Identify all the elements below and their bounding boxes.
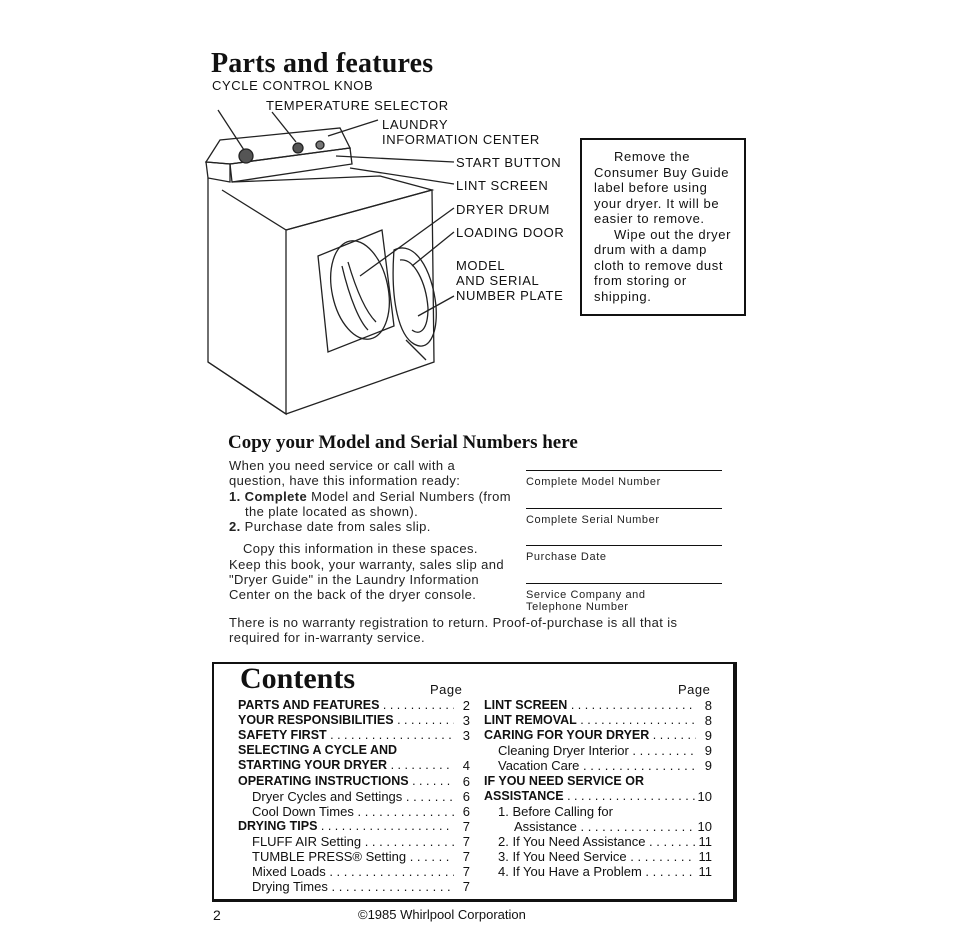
contents-entry-title: Assistance . . . (514, 819, 696, 834)
contents-entry-page: 2 (462, 698, 470, 713)
contents-entry-title: STARTING YOUR DRYER . . . (238, 758, 454, 773)
contents-entry-page: 7 (462, 864, 470, 880)
contents-entry[interactable] (484, 728, 712, 743)
contents-entry[interactable] (238, 713, 470, 728)
contents-entry[interactable] (252, 849, 470, 864)
contents-entry-page: 11 (698, 849, 712, 864)
label-lint-screen: LINT SCREEN (456, 178, 549, 193)
contents-entry[interactable] (238, 743, 470, 758)
contents-entry-title: FLUFF AIR Setting . . . (252, 834, 454, 849)
contents-entry-title: LINT SCREEN . . . (484, 698, 696, 713)
console-top (206, 128, 350, 164)
contents-entry[interactable] (238, 819, 470, 834)
contents-entry-page: 9 (704, 758, 712, 774)
contents-entry-title: IF YOU NEED SERVICE OR (484, 773, 644, 788)
page-number: 2 (213, 907, 221, 923)
copy-heading: Copy your Model and Serial Numbers here (228, 432, 578, 453)
contents-entry-title: Mixed Loads . . . (252, 864, 454, 879)
contents-entry-page: 9 (704, 728, 712, 744)
contents-entry[interactable] (484, 774, 712, 789)
contents-entry-page: 9 (704, 743, 712, 759)
contents-entry-title: Cleaning Dryer Interior . . . (498, 743, 696, 758)
contents-entry-title: OPERATING INSTRUCTIONS . . . (238, 774, 454, 789)
warranty-note: There is no warranty registration to return. Proof-of-purchase is all that is required for in-warranty service. (229, 615, 678, 646)
contents-entry-page: 6 (462, 788, 470, 804)
cycle-knob-shape (239, 149, 253, 163)
label-number-plate: NUMBER PLATE (456, 288, 564, 303)
contents-entry-title: YOUR RESPONSIBILITIES . . . (238, 713, 454, 728)
contents-title: Contents (240, 662, 356, 695)
contents-entry-page: 7 (462, 849, 470, 864)
label-cycle-control-knob: CYCLE CONTROL KNOB (212, 78, 374, 93)
contents-entry-title: Drying Times . . . (252, 879, 454, 894)
copy-step-2: 2. Purchase date from sales slip. (229, 519, 431, 535)
page-title: Parts and features (211, 48, 434, 79)
contents-entry-page: 8 (704, 713, 712, 729)
label-and-serial: AND SERIAL (456, 273, 540, 288)
contents-entry-page: 3 (462, 713, 470, 729)
label-loading-door: LOADING DOOR (456, 225, 565, 240)
contents-entry[interactable] (238, 774, 470, 789)
note-paragraph-2: Wipe out the dryer drum with a damp cloth to remove dust from storing or shipping. (594, 226, 732, 304)
contents-entry-page: 7 (462, 833, 470, 849)
contents-entry[interactable] (484, 713, 712, 728)
contents-entry-title: PARTS AND FEATURES . . . (238, 698, 454, 713)
contents-entry[interactable] (252, 834, 470, 849)
serial-number-label: Complete Serial Number (526, 514, 660, 526)
copy-step-1: 1. Complete Model and Serial Numbers (from the plate located as shown). (229, 488, 511, 519)
contents-entry-title: 4. If You Have a Problem . . . (498, 864, 696, 879)
contents-entry[interactable] (498, 743, 712, 758)
copy-intro: When you need service or call with a question, have this information ready: (229, 458, 461, 489)
contents-page-label-left: Page (430, 682, 463, 697)
contents-entry[interactable] (498, 758, 712, 773)
contents-page-label-right: Page (678, 682, 711, 697)
contents-entry-page: 8 (704, 698, 712, 713)
contents-entry-title: LINT REMOVAL . . . (484, 713, 696, 728)
copyright: ©1985 Whirlpool Corporation (358, 907, 526, 922)
contents-entry[interactable] (238, 758, 470, 773)
contents-entry-title: DRYING TIPS . . . (238, 819, 454, 834)
label-dryer-drum: DRYER DRUM (456, 202, 550, 217)
contents-entry[interactable] (238, 728, 470, 743)
contents-entry-page: 4 (462, 758, 470, 774)
copy-paragraph: Copy this information in these spaces. Keep this book, your warranty, sales slip and "Dryer Guide" in the Laundry Information Center on the back of the dryer console. (229, 541, 505, 603)
label-laundry: LAUNDRY (382, 117, 449, 132)
contents-entry-title: SELECTING A CYCLE AND (238, 743, 398, 758)
contents-entry[interactable] (498, 849, 712, 864)
label-information-center: INFORMATION CENTER (382, 132, 540, 147)
contents-entry-page (454, 743, 470, 758)
contents-entry-page: 6 (462, 773, 470, 789)
contents-entry-page (696, 804, 712, 819)
contents-entry[interactable] (498, 864, 712, 879)
contents-entry-page: 7 (462, 879, 470, 895)
contents-entry-title: ASSISTANCE . . . (484, 789, 696, 804)
contents-entry[interactable] (484, 698, 712, 713)
contents-entry[interactable] (252, 864, 470, 879)
purchase-date-line[interactable] (526, 545, 722, 546)
contents-entry-page: 10 (697, 788, 712, 804)
contents-entry[interactable] (498, 804, 712, 819)
label-start-button: START BUTTON (456, 155, 562, 170)
contents-entry-title: 1. Before Calling for (498, 803, 613, 819)
note-box (580, 138, 746, 316)
contents-entry-title: SAFETY FIRST . . . (238, 728, 454, 743)
model-number-label: Complete Model Number (526, 476, 661, 488)
label-model: MODEL (456, 258, 506, 273)
contents-entry-page: 6 (462, 803, 470, 819)
contents-entry-title: Vacation Care . . . (498, 758, 696, 773)
contents-entry-title: CARING FOR YOUR DRYER . . . (484, 728, 696, 743)
contents-entry-title: 2. If You Need Assistance . . . (498, 834, 696, 849)
contents-entry-page (696, 774, 712, 789)
contents-entry-page: 11 (698, 864, 712, 880)
label-temperature-selector: TEMPERATURE SELECTOR (266, 98, 449, 113)
contents-entry-title: Dryer Cycles and Settings . . . (252, 789, 454, 804)
contents-entry-page: 3 (462, 728, 470, 744)
contents-entry[interactable] (498, 834, 712, 849)
contents-entry-title: TUMBLE PRESS® Setting . . . (252, 849, 454, 864)
contents-entry[interactable] (252, 804, 470, 819)
copy-instructions (229, 458, 511, 603)
contents-entry-page: 7 (462, 818, 470, 834)
contents-entry-page: 10 (697, 818, 712, 834)
contents-box (212, 662, 737, 902)
contents-entry-page: 11 (698, 833, 712, 849)
purchase-date-label: Purchase Date (526, 551, 607, 563)
model-number-line[interactable] (526, 470, 722, 471)
serial-number-line[interactable] (526, 508, 722, 509)
contents-entry[interactable] (252, 789, 470, 804)
note-paragraph-1: Remove the Consumer Buy Guide label before using your dryer. It will be easier to remove. (594, 149, 730, 226)
contents-entry[interactable] (252, 879, 470, 894)
contents-entry-title: Cool Down Times . . . (252, 804, 454, 819)
service-company-label: Service Company and (526, 589, 646, 601)
telephone-number-label: Telephone Number (526, 601, 629, 613)
contents-entry[interactable] (238, 698, 470, 713)
contents-entry[interactable] (484, 789, 712, 804)
service-company-line[interactable] (526, 583, 722, 584)
contents-entry[interactable] (514, 819, 712, 834)
contents-entry-title: 3. If You Need Service . . . (498, 849, 696, 864)
